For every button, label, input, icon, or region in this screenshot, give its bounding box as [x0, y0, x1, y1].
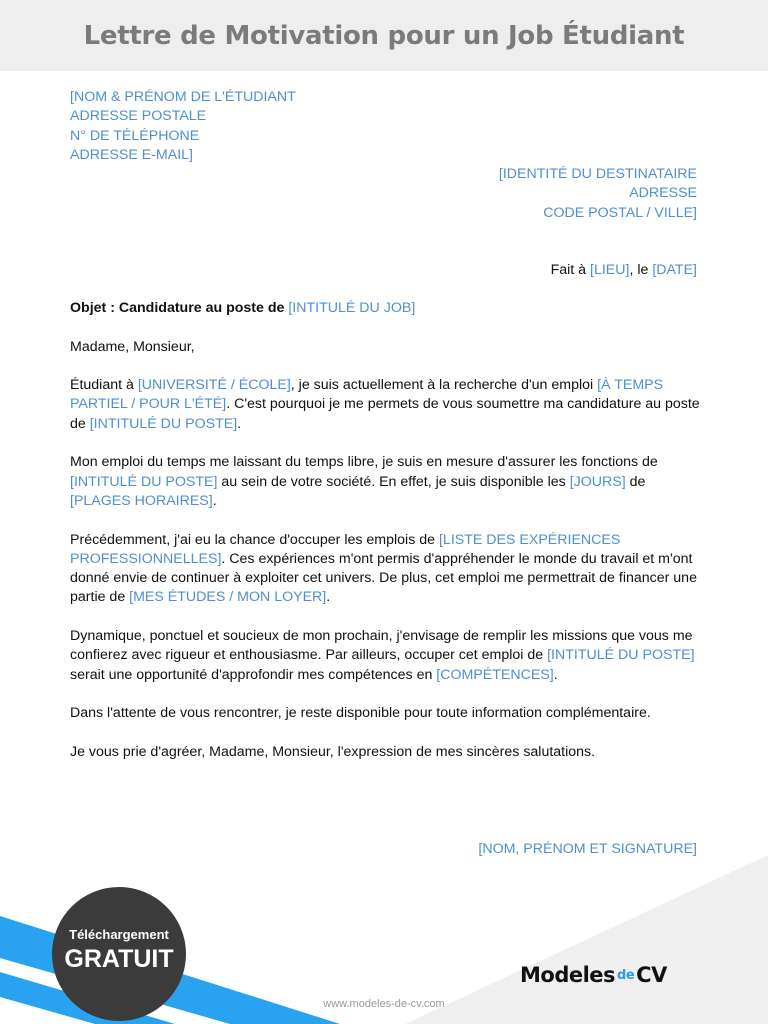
text-run: de: [625, 473, 646, 490]
dateline-prefix: Fait à: [550, 262, 591, 278]
text-run: .: [326, 589, 331, 606]
days-placeholder: [JOURS]: [569, 473, 626, 490]
dateline-middle: , le: [629, 262, 653, 278]
paragraph-6: Je vous prie d'agréer, Madame, Monsieur, l'expression de mes sincères salutations.: [70, 743, 596, 760]
greeting: Madame, Monsieur,: [70, 338, 195, 355]
page-title: Lettre de Motivation pour un Job Étudiant: [83, 20, 685, 51]
experiences-placeholder: [LISTE DES EXPÉRIENCES PROFESSIONNELLES]: [70, 531, 621, 567]
place-placeholder: [LIEU]: [590, 262, 630, 278]
text-run: . C'est pourquoi je me permets de vous soumettre ma candidature au poste de: [70, 396, 700, 432]
footer-url[interactable]: www.modeles-de-cv.com: [323, 998, 445, 1010]
text-run: Précédemment, j'ai eu la chance d'occuper les emplois de: [70, 531, 439, 548]
sender-address: ADRESSE POSTALE: [70, 108, 207, 125]
studies-placeholder: [MES ÉTUDES / MON LOYER]: [129, 589, 327, 606]
post-placeholder: [INTITULÉ DU POSTE]: [547, 647, 695, 664]
text-run: .: [237, 415, 242, 432]
signature-placeholder: [NOM, PRÉNOM ET SIGNATURE]: [478, 841, 697, 857]
logo-de: de: [617, 967, 635, 983]
recipient-city: CODE POSTAL / VILLE]: [543, 204, 697, 221]
sender-name: [NOM & PRÉNOM DE L'ÉTUDIANT: [70, 89, 296, 105]
logo-part1: Modeles: [520, 963, 616, 987]
post-placeholder: [INTITULÉ DU POSTE]: [70, 473, 218, 490]
text-run: . Ces expériences m'ont permis d'appréhender le monde du travail et m'ont donné envie de continuer à exploiter cet univers. De plus, cet emploi me permettrait de financer une partie de: [70, 550, 697, 606]
subject-prefix: Objet : Candidature au poste de: [70, 300, 289, 316]
badge-big-text: GRATUIT: [64, 944, 174, 973]
text-run: serait une opportunité d'approfondir mes compétences en: [70, 666, 437, 683]
text-run: au sein de votre société. En effet, je suis disponible les: [217, 473, 570, 490]
paragraph-5: Dans l'attente de vous rencontrer, je reste disponible pour toute information complémentaire.: [70, 705, 651, 722]
job-type-placeholder: [À TEMPS PARTIEL / POUR L'ÉTÉ]: [70, 377, 664, 413]
date-placeholder: [DATE]: [652, 262, 697, 278]
text-run: .: [553, 666, 558, 683]
sender-email: ADRESSE E-MAIL]: [70, 146, 193, 163]
sender-phone: N° DE TÉLÉPHONE: [70, 127, 200, 144]
job-placeholder: [INTITULÉ DU JOB]: [288, 300, 416, 316]
school-placeholder: [UNIVERSITÉ / ÉCOLE]: [137, 377, 291, 394]
recipient-identity: [IDENTITÉ DU DESTINATAIRE: [498, 166, 697, 182]
brand-logo: [520, 963, 667, 987]
text-run: Mon emploi du temps me laissant du temps libre, je suis en mesure d'assurer les fonctions de: [70, 454, 658, 471]
text-run: , je suis actuellement à la recherche d'un emploi: [290, 377, 598, 394]
hours-placeholder: [PLAGES HORAIRES]: [70, 492, 213, 509]
badge-small-text: Téléchargement: [69, 926, 169, 942]
recipient-address: ADRESSE: [629, 185, 697, 202]
skills-placeholder: [COMPÉTENCES]: [436, 666, 554, 683]
logo-part2: CV: [636, 963, 667, 987]
text-run: Dynamique, ponctuel et soucieux de mon prochain, j'envisage de remplir les missions que vous me confierez avec rigueur et enthousiasme. Par ailleurs, occuper cet emploi de: [70, 628, 693, 664]
text-run: .: [212, 492, 217, 509]
post-placeholder: [INTITULÉ DU POSTE]: [89, 415, 238, 432]
text-run: Étudiant à: [70, 377, 138, 394]
